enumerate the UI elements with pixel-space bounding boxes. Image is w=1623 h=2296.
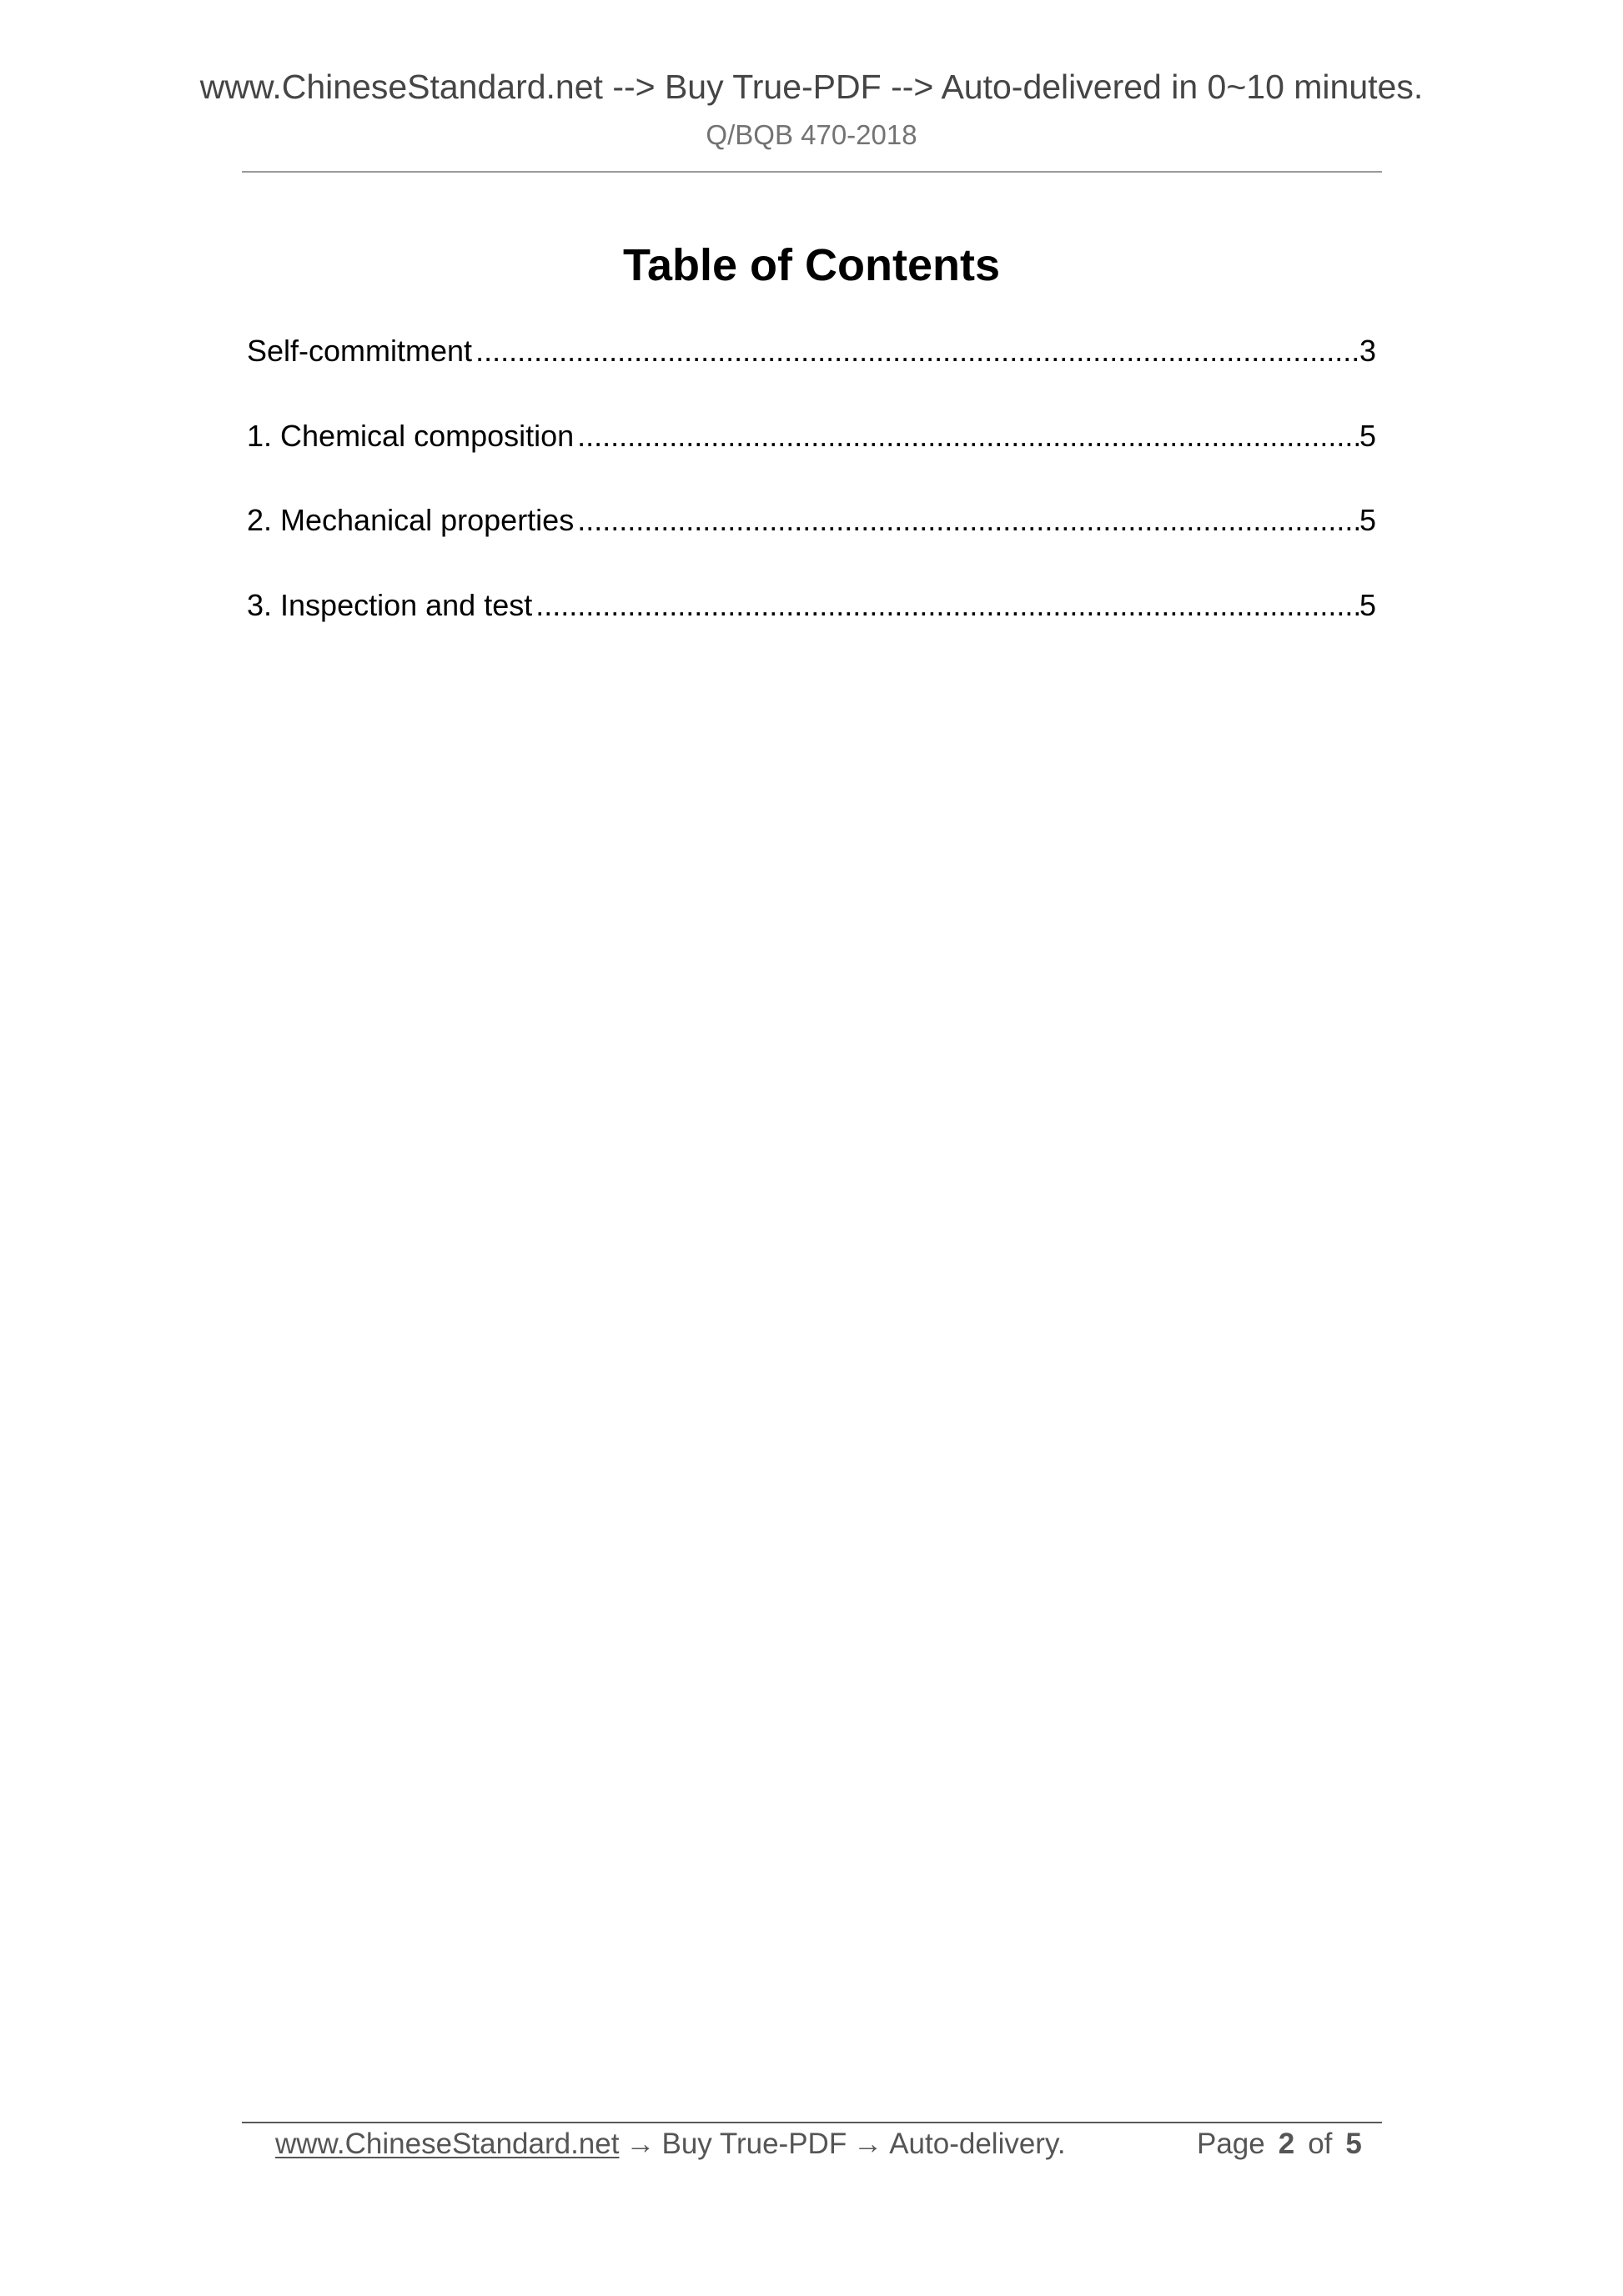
toc-entry-page: 5 (1359, 588, 1376, 622)
page-indicator (1197, 2129, 1362, 2158)
total-pages-number: 5 (1345, 2128, 1362, 2160)
footer-site-link[interactable]: www.ChineseStandard.net (275, 2128, 620, 2160)
toc-entry-page: 3 (1359, 334, 1376, 368)
standard-code: Q/BQB 470-2018 (706, 119, 917, 150)
footer-divider (242, 2122, 1382, 2123)
arrow-right-icon: → (626, 2128, 656, 2160)
dot-leader (577, 421, 1359, 451)
toc-entry-label: 3. Inspection and test (247, 588, 533, 622)
toc-entry-label: 1. Chemical composition (247, 419, 575, 453)
dot-leader (475, 336, 1359, 366)
footer-delivery-text: Auto-delivery. (889, 2128, 1066, 2160)
toc-entry-mechanical-properties[interactable] (247, 505, 1376, 535)
page-title: Table of Contents (623, 240, 1000, 290)
toc-entry-page: 5 (1359, 419, 1376, 453)
page-label: Page (1197, 2128, 1265, 2160)
footer-buy-text: Buy True-PDF (661, 2128, 847, 2160)
toc-entry-inspection-and-test[interactable] (247, 590, 1376, 620)
toc-entry-self-commitment[interactable] (247, 336, 1376, 366)
dot-leader (535, 590, 1359, 620)
header-divider (242, 171, 1382, 173)
header-banner: www.ChineseStandard.net --> Buy True-PDF --> Auto-delivered in 0~10 minutes. (199, 68, 1424, 106)
arrow-right-icon: → (853, 2128, 883, 2160)
toc-entry-page: 5 (1359, 503, 1376, 537)
current-page-number: 2 (1278, 2128, 1295, 2160)
footer-promo (275, 2129, 1066, 2158)
toc-entry-label: Self-commitment (247, 334, 473, 368)
toc-entry-label: 2. Mechanical properties (247, 503, 575, 537)
of-label: of (1308, 2128, 1333, 2160)
dot-leader (577, 505, 1359, 535)
toc-entry-chemical-composition[interactable] (247, 421, 1376, 451)
